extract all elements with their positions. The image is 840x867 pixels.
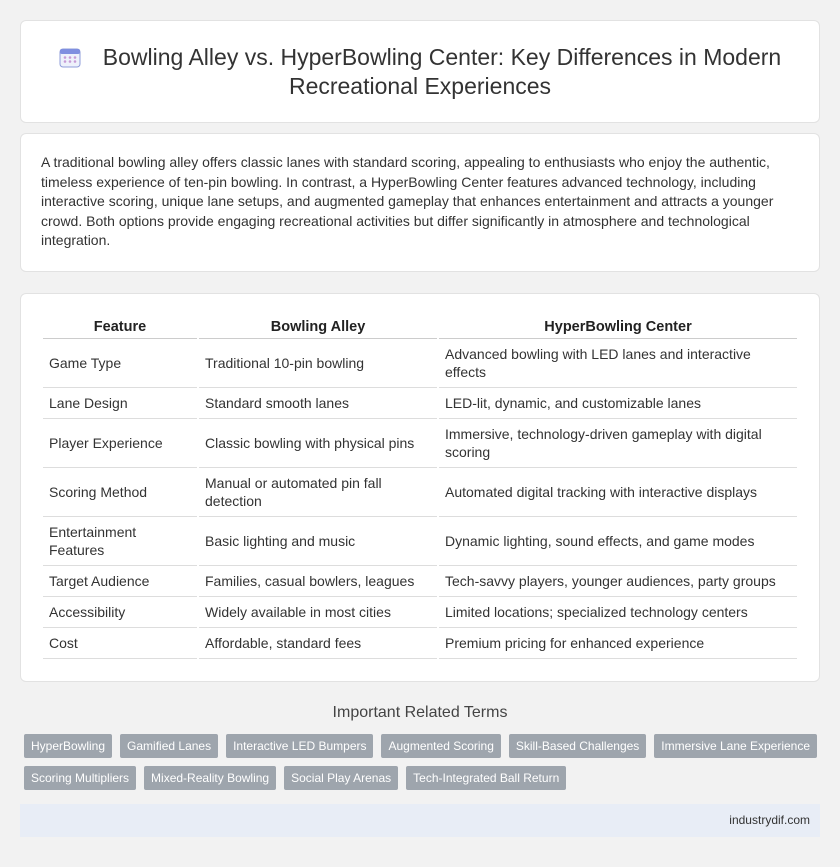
hyperbowling-cell: Advanced bowling with LED lanes and interactive effects <box>439 339 797 388</box>
hyperbowling-cell: Limited locations; specialized technology centers <box>439 597 797 628</box>
related-term-tag[interactable]: Immersive Lane Experience <box>654 734 817 758</box>
bowling-alley-cell: Standard smooth lanes <box>199 388 437 419</box>
related-term-tag[interactable]: Mixed-Reality Bowling <box>144 766 276 790</box>
bowling-alley-cell: Manual or automated pin fall detection <box>199 468 437 517</box>
bowling-alley-cell: Traditional 10-pin bowling <box>199 339 437 388</box>
feature-cell: Entertainment Features <box>43 517 197 566</box>
feature-cell: Lane Design <box>43 388 197 419</box>
header-feature: Feature <box>43 317 197 339</box>
related-term-tag[interactable]: Social Play Arenas <box>284 766 398 790</box>
intro-card <box>20 133 820 272</box>
related-terms-list <box>20 734 820 790</box>
feature-cell: Player Experience <box>43 419 197 468</box>
related-term-tag[interactable]: Skill-Based Challenges <box>509 734 646 758</box>
feature-cell: Target Audience <box>43 566 197 597</box>
bowling-alley-cell: Affordable, standard fees <box>199 628 437 659</box>
bowling-alley-cell: Classic bowling with physical pins <box>199 419 437 468</box>
footer <box>20 804 820 837</box>
calendar-icon <box>59 46 81 68</box>
hyperbowling-cell: LED-lit, dynamic, and customizable lanes <box>439 388 797 419</box>
footer-site-link[interactable]: industrydif.com <box>729 813 810 828</box>
bowling-alley-cell: Basic lighting and music <box>199 517 437 566</box>
related-term-tag[interactable]: Augmented Scoring <box>381 734 500 758</box>
feature-cell: Accessibility <box>43 597 197 628</box>
hyperbowling-cell: Dynamic lighting, sound effects, and game modes <box>439 517 797 566</box>
comparison-table <box>41 317 799 659</box>
table-row <box>43 388 797 419</box>
title-card <box>20 20 820 123</box>
related-term-tag[interactable]: Scoring Multipliers <box>24 766 136 790</box>
table-header-row <box>43 317 797 339</box>
table-row <box>43 339 797 388</box>
related-term-tag[interactable]: Gamified Lanes <box>120 734 218 758</box>
related-terms-title: Important Related Terms <box>332 703 508 721</box>
related-term-tag[interactable]: Tech-Integrated Ball Return <box>406 766 566 790</box>
feature-cell: Game Type <box>43 339 197 388</box>
page-title <box>41 43 799 101</box>
comparison-card <box>20 293 820 682</box>
page-title-text: Bowling Alley vs. HyperBowling Center: Key Differences in Modern Recreational Experiences <box>102 43 782 99</box>
table-row <box>43 628 797 659</box>
bowling-alley-cell: Widely available in most cities <box>199 597 437 628</box>
header-hyperbowling-center: HyperBowling Center <box>439 317 797 339</box>
table-row <box>43 597 797 628</box>
table-row <box>43 419 797 468</box>
table-row <box>43 517 797 566</box>
hyperbowling-cell: Tech-savvy players, younger audiences, party groups <box>439 566 797 597</box>
table-row <box>43 566 797 597</box>
hyperbowling-cell: Immersive, technology-driven gameplay with digital scoring <box>439 419 797 468</box>
related-term-tag[interactable]: Interactive LED Bumpers <box>226 734 373 758</box>
title-wrap <box>41 43 799 101</box>
bowling-alley-cell: Families, casual bowlers, leagues <box>199 566 437 597</box>
hyperbowling-cell: Automated digital tracking with interactive displays <box>439 468 797 517</box>
feature-cell: Scoring Method <box>43 468 197 517</box>
related-term-tag[interactable]: HyperBowling <box>24 734 112 758</box>
hyperbowling-cell: Premium pricing for enhanced experience <box>439 628 797 659</box>
feature-cell: Cost <box>43 628 197 659</box>
table-row <box>43 468 797 517</box>
intro-paragraph: A traditional bowling alley offers classic lanes with standard scoring, appealing to enthusiasts who enjoy the authentic, timeless experience of ten-pin bowling. In contrast, a HyperBowling Center features advanced technology, including interactive scoring, unique lane setups, and augmented gameplay that enhances entertainment and attracts a younger crowd. Both options provide engaging recreational activities but differ significantly in atmosphere and technological integration. <box>41 154 774 249</box>
header-bowling-alley: Bowling Alley <box>199 317 437 339</box>
